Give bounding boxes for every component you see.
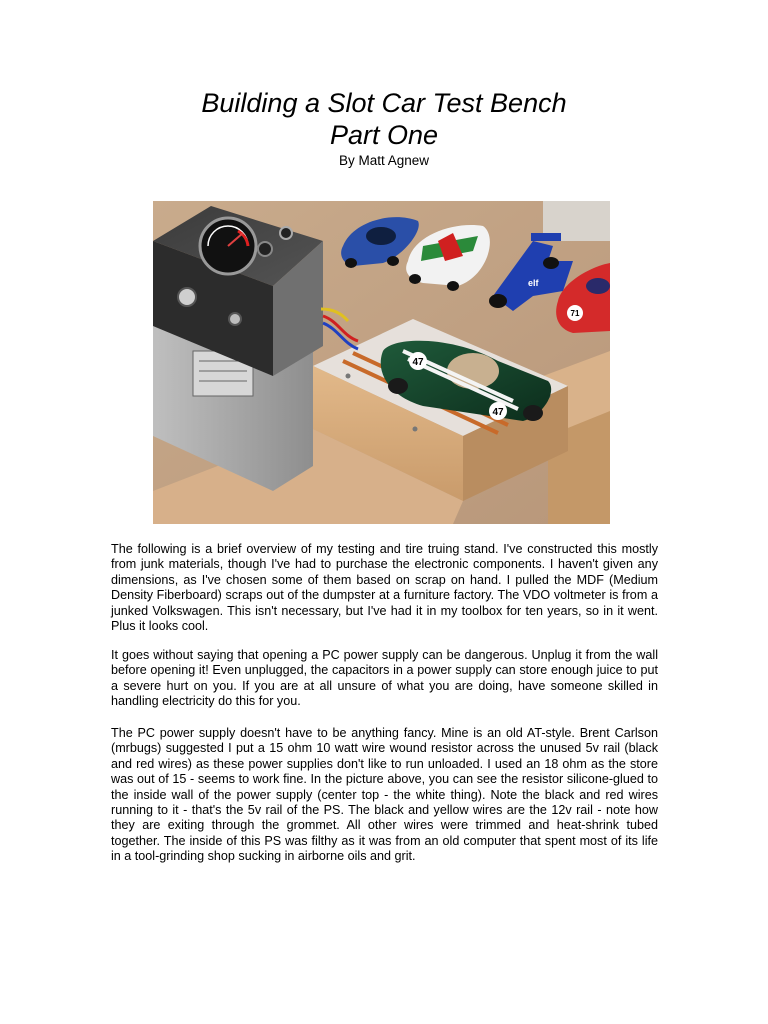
test-bench-photo xyxy=(153,201,610,524)
wheel-icon xyxy=(523,405,543,421)
wheel-icon xyxy=(409,274,421,284)
paragraph-2: It goes without saying that opening a PC power supply can be dangerous. Unplug it from the wall before opening it! Even unplugged, the capacitors in a power supply can store enough juice to put a severe hurt on you. If you are at all unsure of what you are doing, have someone skilled in handling electricity do this for you. xyxy=(111,648,658,709)
wheel-icon xyxy=(447,281,459,291)
screw xyxy=(346,374,351,379)
knob-icon xyxy=(258,242,272,256)
screw xyxy=(413,427,418,432)
car-number: 71 xyxy=(570,309,580,318)
title-line-2: Part One xyxy=(329,120,439,150)
car-window xyxy=(366,227,396,245)
switch-icon xyxy=(178,288,196,306)
wheel-icon xyxy=(388,378,408,394)
car-decal: elf xyxy=(528,278,539,288)
wheel-icon xyxy=(543,257,559,269)
f1-rear-wing xyxy=(531,233,561,241)
wheel-icon xyxy=(489,294,507,308)
wheel-icon xyxy=(345,258,357,268)
title-line-1: Building a Slot Car Test Bench xyxy=(201,88,567,118)
knob-icon xyxy=(280,227,292,239)
paragraph-3: The PC power supply doesn't have to be anything fancy. Mine is an old AT-style. Brent Carlson (mrbugs) suggested I put a 15 ohm 10 watt wire wound resistor across the unused 5v rail (black and red wires) as these power supplies don't like to run unloaded. I used an 18 ohm as the store was out of 15 - seems to work fine. In the picture above, you can see the resistor silicone-glued to the inside wall of the power supply (center top - the white thing). Note the black and red wires running to it - that's the 5v rail of the PS. The black and yellow wires are the 12v rail - note how they are exiting through the grommet. All other wires were trimmed and heat-shrink tubed together. The inside of this PS was filthy as it was from an old computer that spent most of its life in a tool-grinding shop sucking in airborne oils and grit. xyxy=(111,726,658,864)
car-number: 47 xyxy=(412,357,424,368)
paragraph-1: The following is a brief overview of my testing and tire truing stand. I've constructed this mostly from junk materials, though I've had to purchase the electronic components. I haven't given any dimensions, as I've chosen some of them based on scrap on hand. I pulled the MDF (Medium Density Fiberboard) scraps out of the dumpster at a furniture factory. The VDO voltmeter is from a junked Volkswagen. This isn't necessary, but I've had it in my toolbox for ten years, so in it went. Plus it looks cool. xyxy=(111,542,658,634)
switch-icon xyxy=(229,313,241,325)
byline: By Matt Agnew xyxy=(338,153,430,168)
car-number: 47 xyxy=(492,407,504,418)
wheel-icon xyxy=(387,256,399,266)
car-window xyxy=(586,278,610,294)
